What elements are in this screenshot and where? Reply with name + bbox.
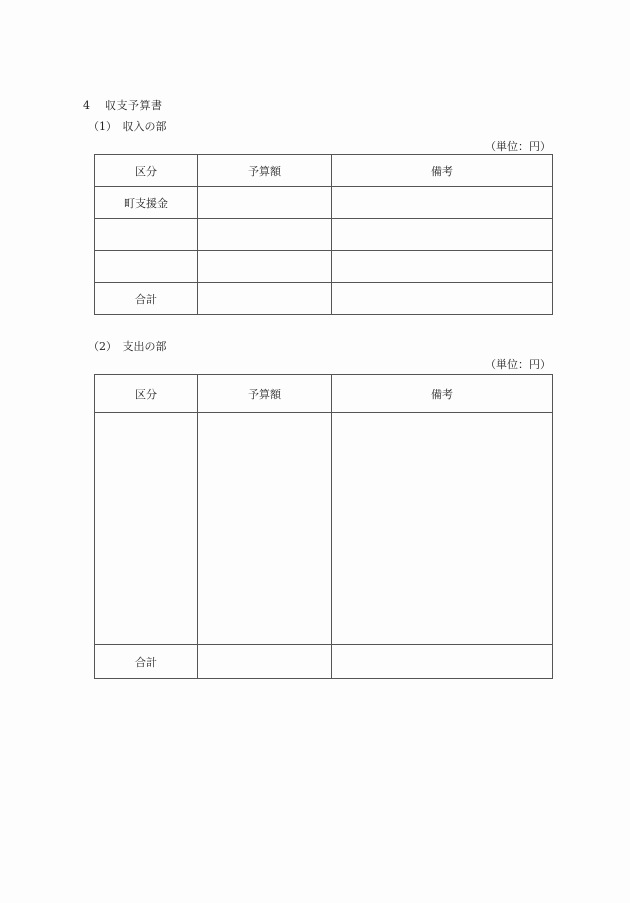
cell-remarks[interactable] <box>332 219 553 251</box>
cell-category[interactable] <box>95 413 198 645</box>
table-header-row <box>95 375 553 413</box>
cell-budget[interactable] <box>198 251 332 283</box>
income-table <box>94 154 553 315</box>
total-budget-cell[interactable] <box>198 283 332 315</box>
cell-budget[interactable] <box>198 413 332 645</box>
total-row <box>95 283 553 315</box>
table-header-row <box>95 155 553 187</box>
table-row <box>95 413 553 645</box>
income-heading: （1） 収入の部 <box>88 120 167 133</box>
column-header-category: 区分 <box>95 375 198 413</box>
expense-unit-label: （単位：円） <box>485 358 551 371</box>
cell-remarks[interactable] <box>332 413 553 645</box>
section-heading <box>83 97 163 113</box>
cell-category[interactable]: 町支援金 <box>95 187 198 219</box>
cell-category[interactable] <box>95 219 198 251</box>
section-number: 4 <box>83 99 91 112</box>
table-row <box>95 187 553 219</box>
cell-category[interactable] <box>95 251 198 283</box>
cell-budget[interactable] <box>198 187 332 219</box>
section-title: 収支予算書 <box>105 99 163 112</box>
table-row <box>95 251 553 283</box>
cell-remarks[interactable] <box>332 187 553 219</box>
cell-budget[interactable] <box>198 219 332 251</box>
column-header-budget: 予算額 <box>198 155 332 187</box>
cell-remarks[interactable] <box>332 251 553 283</box>
total-label: 合計 <box>95 283 198 315</box>
column-header-category: 区分 <box>95 155 198 187</box>
table-row <box>95 219 553 251</box>
total-remarks-cell[interactable] <box>332 645 553 679</box>
income-unit-label: （単位：円） <box>485 140 551 153</box>
total-budget-cell[interactable] <box>198 645 332 679</box>
total-remarks-cell[interactable] <box>332 283 553 315</box>
column-header-budget: 予算額 <box>198 375 332 413</box>
column-header-remarks: 備考 <box>332 375 553 413</box>
total-label: 合計 <box>95 645 198 679</box>
column-header-remarks: 備考 <box>332 155 553 187</box>
expense-table <box>94 374 553 679</box>
total-row <box>95 645 553 679</box>
expense-heading: （2） 支出の部 <box>88 340 167 353</box>
